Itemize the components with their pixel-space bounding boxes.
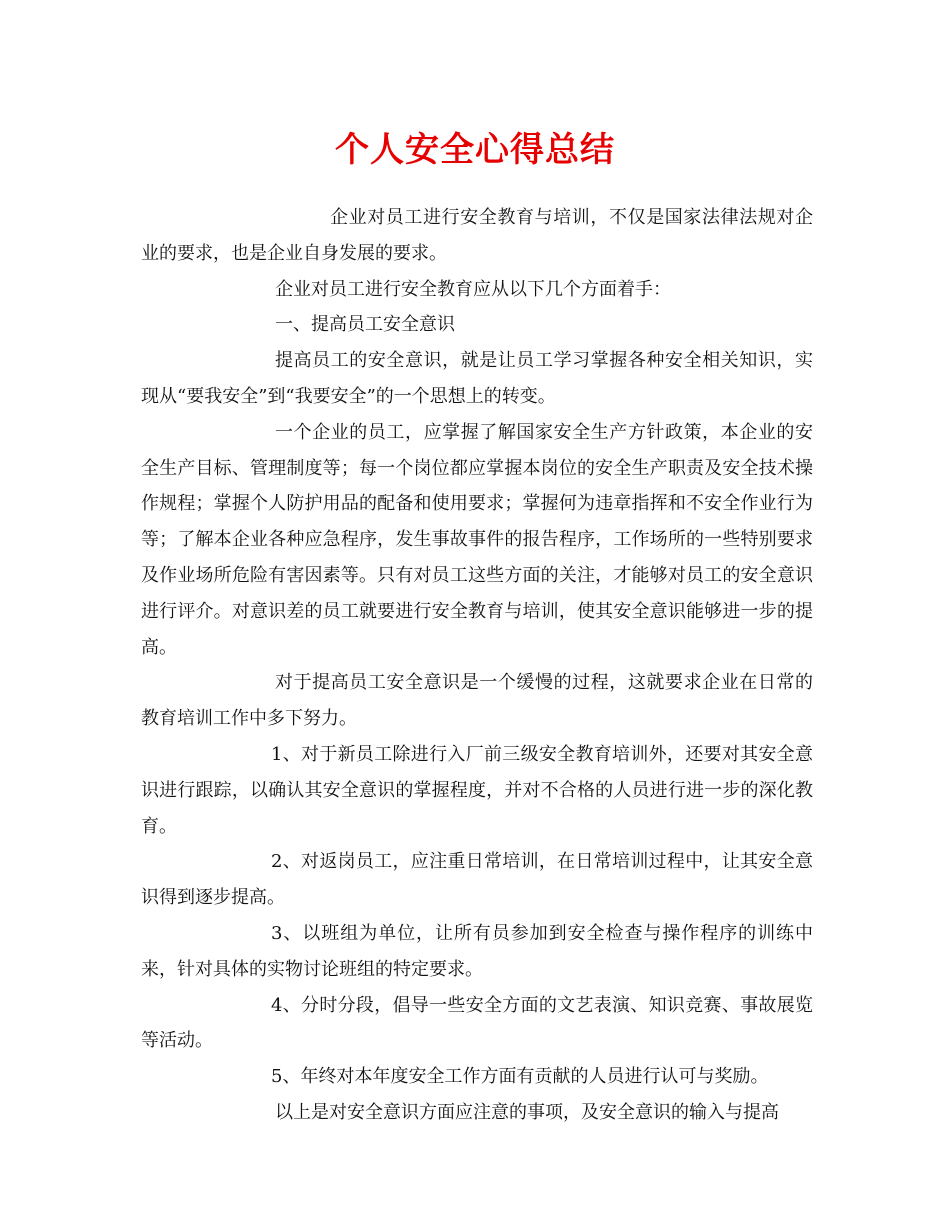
paragraph-aspects-lead: 企业对员工进行安全教育应从以下几个方面着手： [275,278,671,300]
paragraph-slow-process: 对于提高员工安全意识是一个缓慢的过程，这就要求企业在日常的教育培训工作中多下努力。 [141,672,813,730]
list-item-2: 2、对返岗员工，应注重日常培训，在日常培训过程中，让其安全意识得到逐步提高。 [141,851,813,909]
paragraph-employee-knowledge: 一个企业的员工，应掌握了解国家安全生产方针政策，本企业的安全生产目标、管理制度等；每一个岗位都应掌握本岗位的安全生产职责及安全技术操作规程；掌握个人防护用品的配备和使用要求；掌握何为违章指挥和不安全作业行为等；了解本企业各种应急程序，发生事故事件的报告程序，工作场所的一些特别要求及作业场所危险有害因素等。只有对员工这些方面的关注，才能够对员工的安全意识进行评介。对意识差的员工就要进行安全教育与培训，使其安全意识能够进一步的提高。 [141,421,813,658]
paragraph-intro: 企业对员工进行安全教育与培训，不仅是国家法律法规对企业的要求，也是企业自身发展的要求。 [141,207,813,264]
paragraph-awareness-definition: 提高员工的安全意识，就是让员工学习掌握各种安全相关知识，实现从“要我安全”到“我要安全”的一个思想上的转变。 [141,350,813,407]
list-item-5: 5、年终对本年度安全工作方面有贡献的人员进行认可与奖励。 [271,1066,769,1088]
document-title: 个人安全心得总结 [335,130,615,170]
section-heading-1: 一、提高员工安全意识 [275,314,455,336]
list-item-1: 1、对于新员工除进行入厂前三级安全教育培训外，还要对其安全意识进行跟踪，以确认其安全意识的掌握程度，并对不合格的人员进行进一步的深化教育。 [141,743,813,837]
list-item-3: 3、以班组为单位，让所有员参加到安全检查与操作程序的训练中来，针对具体的实物讨论班组的特定要求。 [141,922,813,980]
list-item-4: 4、分时分段，倡导一些安全方面的文艺表演、知识竞赛、事故展览等活动。 [141,994,813,1052]
document-body [141,200,813,1131]
paragraph-summary: 以上是对安全意识方面应注意的事项，及安全意识的输入与提高 [275,1101,779,1123]
